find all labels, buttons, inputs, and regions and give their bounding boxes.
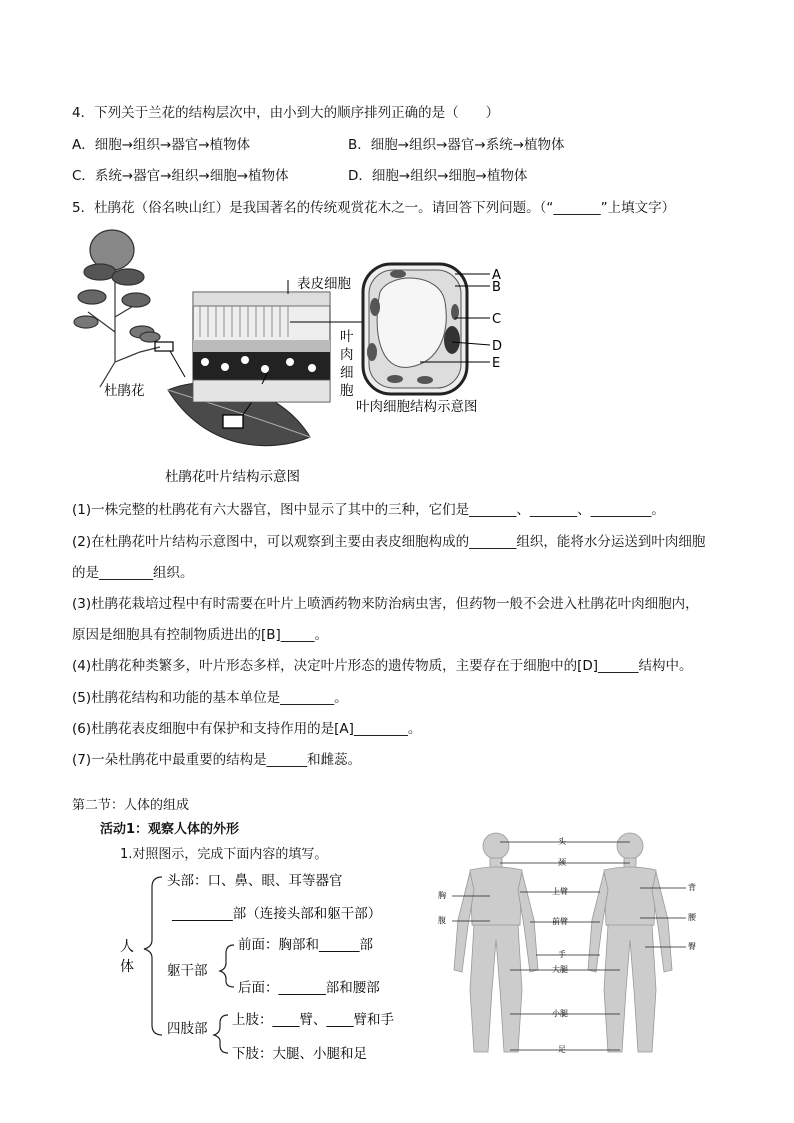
- leaf-cross-section: [193, 292, 330, 402]
- q4-stem: 4．下列关于兰花的结构层次中，由小到大的顺序排列正确的是（ ）: [72, 105, 500, 121]
- body-label-neck: 颈: [558, 858, 566, 867]
- body-label-thigh: 大腿: [552, 965, 568, 974]
- q5-sub5: (5)杜鹃花结构和功能的基本单位是________。: [72, 690, 348, 706]
- cell-letter-c: C: [492, 312, 502, 327]
- instruction: 1.对照图示，完成下面内容的填写。: [120, 847, 328, 862]
- mesophyll-label-1: 叶: [340, 329, 354, 345]
- body-label-calf: 小腿: [552, 1009, 568, 1018]
- cell-caption: 叶肉细胞结构示意图: [356, 399, 478, 415]
- plant-zoom-box: [155, 342, 173, 351]
- tree-trunk-front: 前面：胸部和______部: [238, 937, 373, 953]
- body-label-forearm: 前臂: [552, 917, 568, 926]
- q5-sub2a: (2)在杜鹃花叶片结构示意图中，可以观察到主要由表皮细胞构成的_______组织，能将水分运送到叶肉细胞: [72, 534, 706, 550]
- tree-limbs: 四肢部: [167, 1021, 208, 1037]
- q4-option-c: C．系统→器官→组织→细胞→植物体: [72, 168, 289, 184]
- q5-sub3a: (3)杜鹃花栽培过程中有时需要在叶片上喷洒药物来防治病虫害，但药物一般不会进入杜鹃花叶肉细胞内，: [72, 596, 699, 612]
- leaf-caption: 杜鹃花叶片结构示意图: [165, 469, 300, 485]
- body-label-foot: 足: [558, 1045, 566, 1054]
- cell-letter-a: A: [492, 268, 501, 283]
- cell-letter-b: B: [492, 280, 501, 295]
- cell-letter-e: E: [492, 356, 501, 371]
- epidermis-label: 表皮细胞: [297, 276, 351, 292]
- tree-upper-limb: 上肢：____臂、____臂和手: [232, 1012, 394, 1028]
- tree-lower-limb: 下肢：大腿、小腿和足: [232, 1046, 367, 1062]
- tree-root-1: 人: [120, 939, 134, 955]
- q5-sub3b: 原因是细胞具有控制物质进出的[B]_____。: [72, 627, 329, 643]
- tree-trunk: 躯干部: [167, 963, 208, 979]
- q4-option-a: A．细胞→组织→器官→植物体: [72, 137, 251, 153]
- q4-option-b: B．细胞→组织→器官→系统→植物体: [348, 137, 565, 153]
- body-label-waist: 腰: [688, 913, 696, 922]
- q5-sub2b: 的是________组织。: [72, 565, 194, 581]
- plant-label: 杜鹃花: [104, 383, 145, 399]
- leaf-structure-figure: [0, 222, 794, 492]
- tree-trunk-back: 后面：_______部和腰部: [238, 980, 380, 996]
- azalea-plant-drawing: [74, 230, 160, 387]
- mesophyll-cell-diagram: [363, 264, 467, 394]
- q5-sub7: (7)一朵杜鹃花中最重要的结构是______和雌蕊。: [72, 752, 362, 768]
- body-label-abdomen: 腹: [438, 916, 446, 925]
- human-body-figure: [430, 830, 700, 1065]
- q5-sub6: (6)杜鹃花表皮细胞中有保护和支持作用的是[A]________。: [72, 721, 422, 737]
- tree-neck: _________部（连接头部和躯干部）: [172, 906, 382, 922]
- tree-head: 头部：口、鼻、眼、耳等器官: [167, 873, 343, 889]
- body-label-back: 背: [688, 883, 696, 892]
- q5-stem: 5．杜鹃花（俗名映山红）是我国著名的传统观赏花木之一。请回答下列问题。（“_______”上填文字）: [72, 200, 676, 216]
- body-label-chest: 胸: [438, 891, 446, 900]
- mesophyll-label-3: 细: [340, 365, 354, 381]
- leaf-zoom-box: [223, 415, 243, 428]
- mesophyll-label-4: 胞: [340, 383, 354, 399]
- q5-sub4: (4)杜鹃花种类繁多，叶片形态多样，决定叶片形态的遗传物质，主要存在于细胞中的[D]______结构中。: [72, 658, 693, 674]
- body-label-upper-arm: 上臂: [552, 887, 568, 896]
- q5-sub1: (1)一株完整的杜鹃花有六大器官，图中显示了其中的三种，它们是_______、_______、_________。: [72, 502, 665, 518]
- body-label-buttock: 臀: [688, 942, 696, 951]
- section-title: 第二节：人体的组成: [72, 798, 190, 813]
- body-label-head: 头: [558, 837, 566, 846]
- cell-letter-d: D: [492, 339, 503, 354]
- activity-title: 活动1：观察人体的外形: [100, 822, 240, 837]
- body-label-hand: 手: [558, 950, 566, 959]
- mesophyll-label-2: 肉: [340, 347, 354, 363]
- tree-root-2: 体: [120, 959, 134, 975]
- q4-option-d: D．细胞→组织→细胞→植物体: [348, 168, 528, 184]
